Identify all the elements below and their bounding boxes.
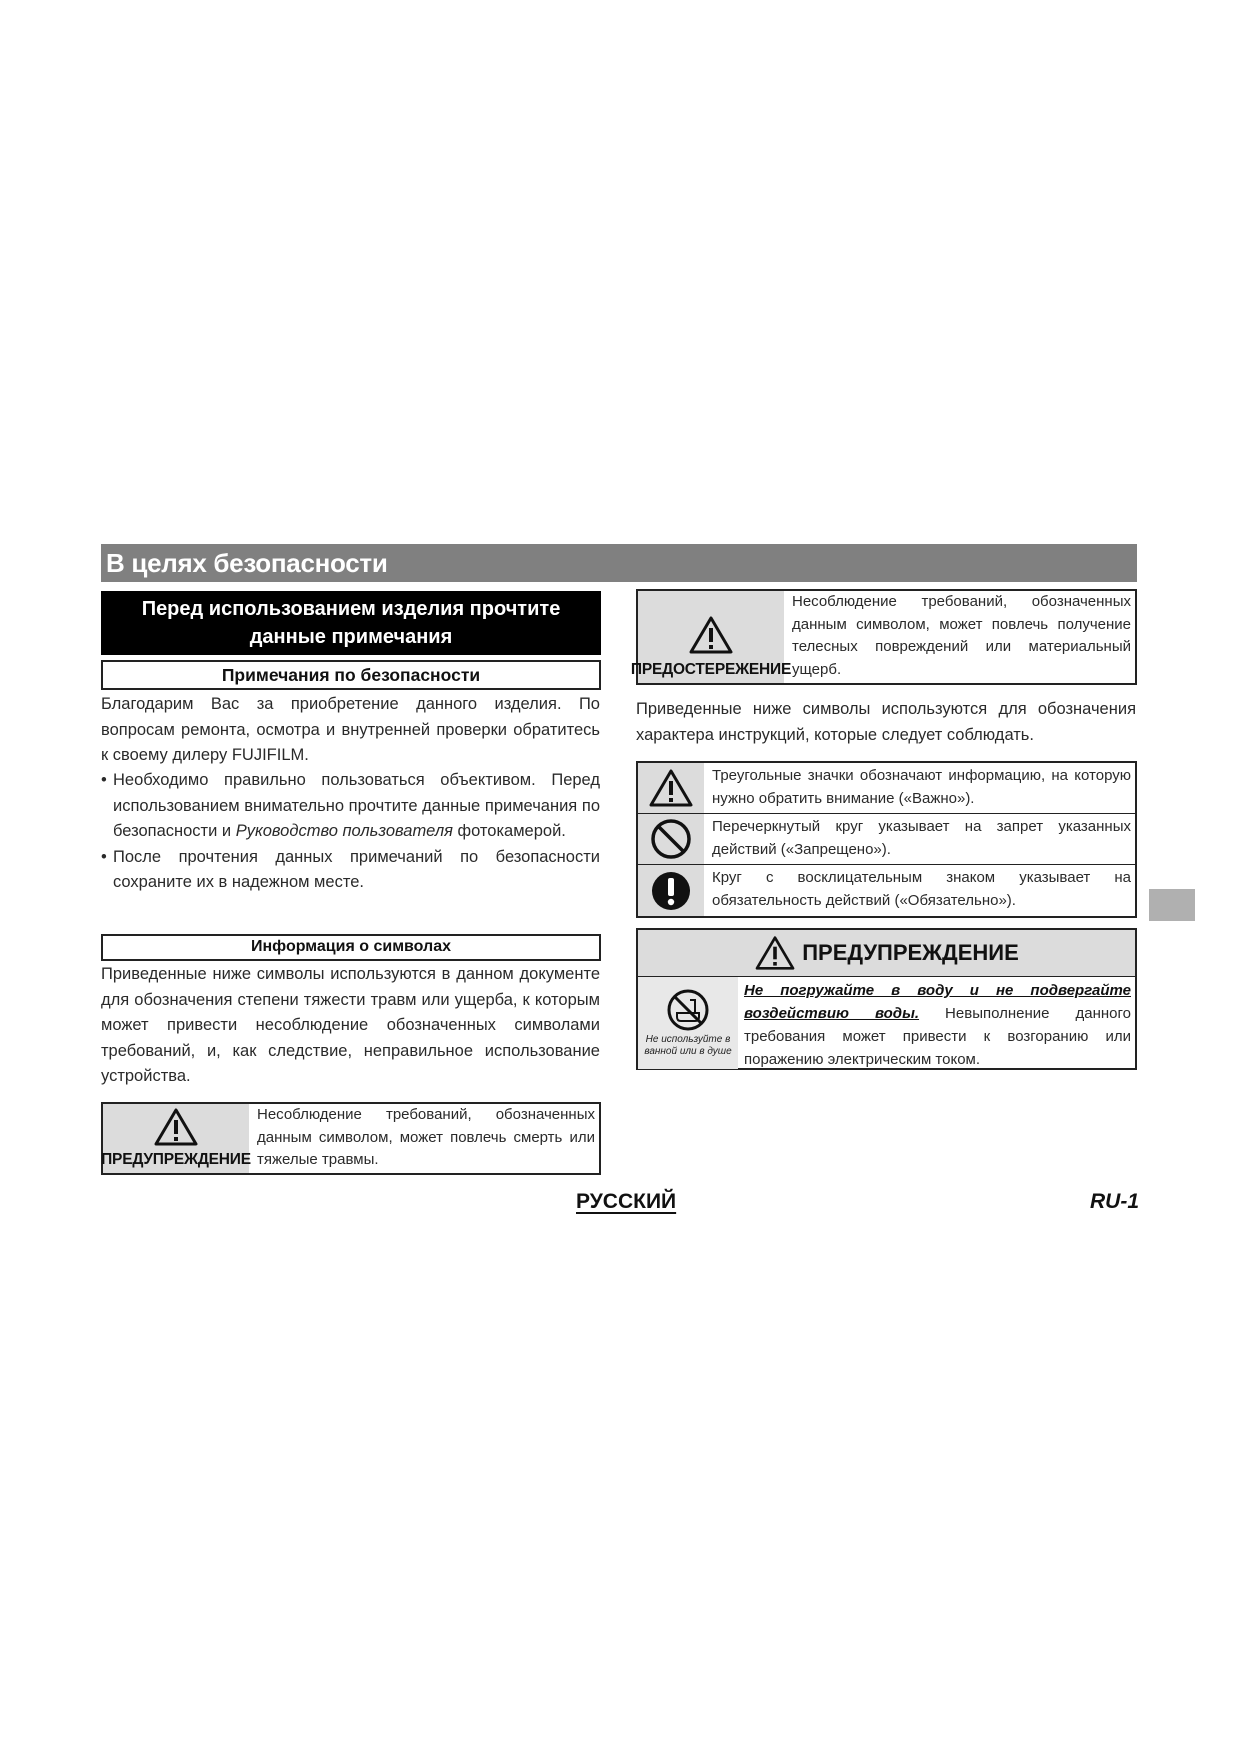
- footer-page-number: RU-1: [1090, 1190, 1140, 1213]
- symbol-prohibited-text: Перечеркнутый круг указывает на запрет указанных действий («Запрещено»).: [712, 818, 1131, 858]
- caution-label: ПРЕДОСТЕРЕЖЕНИЕ: [630, 661, 792, 678]
- warning-label: ПРЕДУПРЕЖДЕНИЕ: [101, 1151, 251, 1168]
- caution-legend-box: [630, 589, 1137, 685]
- caution-description: Несоблюдение требований, обозначенных данным символом, может повлечь получение телесных повреждений или материальный ущерб.: [792, 593, 1131, 678]
- symbol-important-text: Треугольные значки обозначают информацию, на которую нужно обратить внимание («Важно»).: [712, 767, 1131, 807]
- warning-panel-text: Не погружайте в воду и не подвергайте воздействию воды. Невыполнение данного требования может привести к возгоранию или поражению электрическим током.: [744, 982, 1131, 1068]
- warning-legend-box: [101, 1102, 601, 1175]
- warning-triangle-icon: [153, 1107, 199, 1147]
- prohibited-circle-icon: [650, 818, 692, 860]
- warning-panel-triangle-icon: [754, 935, 796, 971]
- bullet-use-lens: • Необходимо правильно пользоваться объективом. Перед использованием внимательно прочтите данные примечания по безопасности и Руководство пользователя фотокамерой.: [101, 768, 600, 845]
- language-side-tab: [1149, 889, 1195, 921]
- footer-language: РУССКИЙ: [576, 1190, 677, 1213]
- no-bath-shower-icon: [666, 988, 710, 1032]
- symbol-row-mandatory: [638, 865, 1135, 916]
- symbols-info-heading: [101, 934, 601, 961]
- user-manual-reference: Руководство пользователя: [235, 822, 453, 840]
- read-notes-box: [101, 591, 601, 655]
- caution-triangle-icon: [688, 615, 734, 655]
- symbols-info-text: Приведенные ниже символы используются в данном документе для обозначения степени тяжести травм или ущерба, к которым может привести несоблюдение обозначенных символами требований, и, как следствие, неправильное использование устройства.: [101, 965, 600, 1085]
- no-bath-shower-badge: [638, 977, 738, 1069]
- triangle-warning-icon: [648, 768, 694, 808]
- safety-notes-heading: [101, 660, 601, 690]
- read-notes-text: Перед использованием изделия прочтите данные примечания: [141, 598, 561, 648]
- intro-paragraph: Благодарим Вас за приобретение данного изделия. По вопросам ремонта, осмотра и внутренней проверки обратитесь к своему дилеру FUJIFILM.: [101, 695, 600, 764]
- warning-description: Несоблюдение требований, обозначенных данным символом, может повлечь смерть или тяжелые травмы.: [257, 1106, 595, 1168]
- symbols-info-heading-text: Информация о символах: [250, 938, 451, 955]
- warning-panel-header: [638, 930, 1135, 977]
- symbols-table: [636, 761, 1137, 918]
- warning-panel: [636, 928, 1137, 1070]
- symbol-row-prohibited: [638, 814, 1135, 865]
- page-title: В целях безопасности: [106, 548, 388, 578]
- safety-bullet-list: [101, 768, 600, 896]
- warning-badge: [103, 1104, 249, 1173]
- section-title-bar: [101, 544, 1137, 582]
- warning-panel-body: [638, 977, 1135, 1069]
- no-bath-caption: Не используйте в ванной или в душе: [644, 1034, 732, 1057]
- warning-panel-lead: Не погружайте в воду и не подвергайте воздействию воды.: [744, 982, 1131, 1022]
- symbol-mandatory-text: Круг с восклицательным знаком указывает на обязательность действий («Обязательно»).: [712, 869, 1131, 909]
- bullet-keep-notes: • После прочтения данных примечаний по безопасности сохраните их в надежном месте.: [101, 845, 600, 896]
- safety-notes-heading-text: Примечания по безопасности: [221, 665, 481, 685]
- warning-panel-title: ПРЕДУПРЕЖДЕНИЕ: [802, 940, 1019, 965]
- mandatory-exclamation-icon: [650, 870, 692, 912]
- safety-intro-text: [101, 692, 600, 769]
- symbols-meaning-intro: Приведенные ниже символы используются для обозначения характера инструкций, которые следует соблюдать.: [636, 700, 1136, 744]
- symbol-row-important: [638, 763, 1135, 814]
- caution-badge: [630, 591, 792, 683]
